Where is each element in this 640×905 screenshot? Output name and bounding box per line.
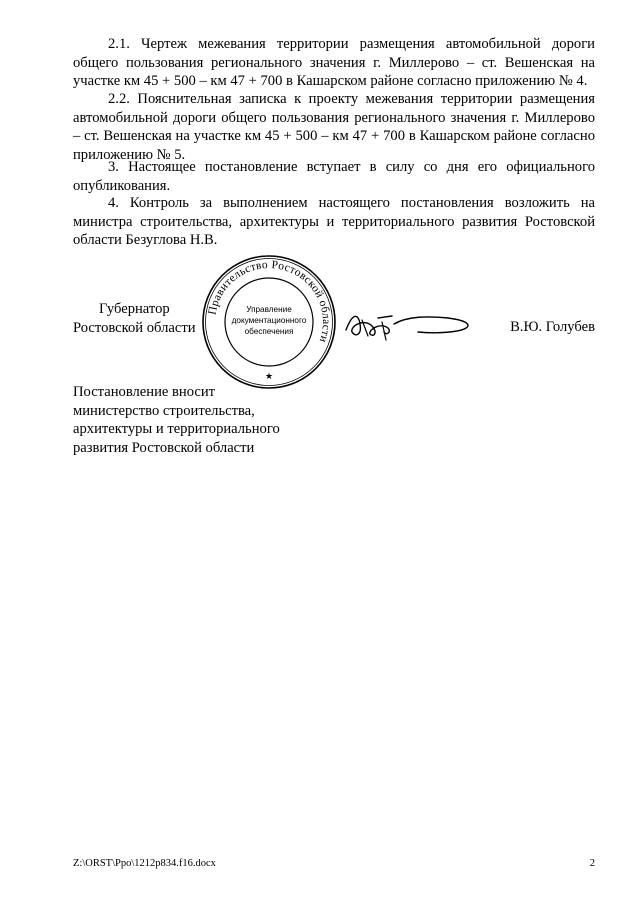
seal-center-line3: обеспечения — [244, 327, 294, 336]
footer-page-number: 2 — [589, 858, 595, 869]
submitted-by-line: Постановление вносит — [73, 384, 216, 400]
submitted-by-line: архитектуры и территориального — [73, 421, 280, 437]
seal-center-line2: документационного — [231, 316, 307, 325]
paragraph-2-1: 2.1. Чертеж межевания территории размещения автомобильной дороги общего пользования регионального значения г. Миллерово – ст. Вешенская на участке км 45 + 500 – км 47 + 700 в Кашарском районе согласно приложению № 4. — [73, 36, 595, 89]
signatory-name: В.Ю. Голубев — [510, 319, 595, 335]
footer-file-path: Z:\ORST\Ppo\1212p834.f16.docx — [73, 858, 216, 869]
handwritten-signature — [338, 300, 478, 350]
signatory-position-line2: Ростовской области — [73, 319, 196, 336]
seal-center-line1: Управление — [246, 305, 292, 314]
paragraph-2-2: 2.2. Пояснительная записка к проекту межевания территории размещения автомобильной дороги общего пользования регионального значения г. Миллерово – ст. Вешенская на участке км 45 + 500 – км 47 + 700 в Кашарском районе согласно приложению № 5. — [73, 91, 595, 163]
official-seal — [201, 254, 337, 390]
seal-ring-text: Правительство Ростовской области — [206, 258, 333, 345]
signatory-position — [73, 300, 213, 337]
svg-text:★: ★ — [264, 371, 274, 381]
paragraph-3: 3. Настоящее постановление вступает в силу со дня его официального опубликования. — [73, 159, 595, 194]
submitted-by-line: министерство строительства, — [73, 402, 255, 419]
paragraph-4: 4. Контроль за выполнением настоящего постановления возложить на министра строительства, архитектуры и территориального развития Ростовской области Безуглова Н.В. — [73, 195, 595, 248]
submitted-by-line: развития Ростовской области — [73, 439, 255, 456]
signatory-position-line1: Губернатор — [99, 301, 170, 317]
submitted-by-block — [73, 383, 333, 457]
